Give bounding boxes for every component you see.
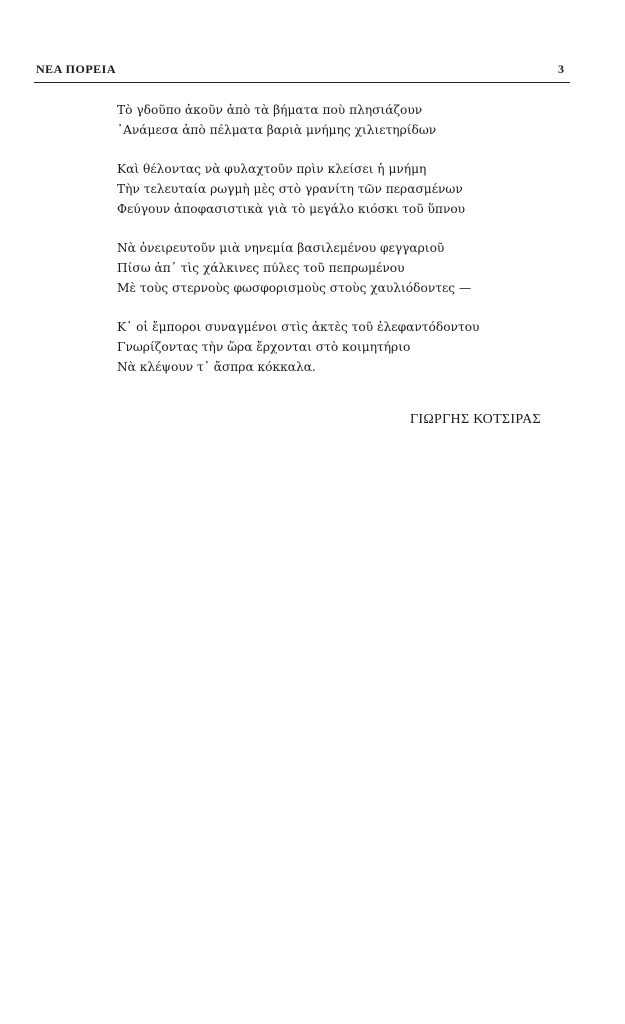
poem-line: Φεύγουν ἀποφασιστικὰ γιὰ τὸ μεγάλο κιόσκι τοῦ ὕπνου	[117, 202, 466, 216]
poem-line: Κ᾿ οἱ ἔμποροι συναγμένοι στὶς ἀκτὲς τοῦ ἐλεφαντόδοντου	[117, 320, 480, 334]
poem-line: Νὰ ὀνειρευτοῦν μιὰ νηνεμία βασιλεμένου φεγγαριοῦ	[117, 241, 445, 255]
journal-title: ΝΕΑ ΠΟΡΕΙΑ	[36, 62, 117, 76]
poem	[117, 100, 557, 396]
poem-line: Νὰ κλέψουν τ᾿ ἄσπρα κόκκαλα.	[117, 360, 316, 374]
poem-line: Καὶ θέλοντας νὰ φυλαχτοῦν πρὶν κλείσει ἡ μνήμη	[117, 162, 427, 176]
stanza-3	[117, 238, 557, 298]
stanza-4	[117, 317, 557, 377]
header-rule	[34, 82, 570, 83]
poem-line: ᾿Ανάμεσα ἀπὸ πέλματα βαριὰ μνήμης χιλιετηρίδων	[117, 123, 437, 137]
poem-line: Τὸ γδοῦπο ἀκοῦν ἀπὸ τὰ βήματα ποὺ πλησιάζουν	[117, 103, 423, 117]
page-number: 3	[558, 62, 564, 76]
poem-line: Γνωρίζοντας τὴν ὥρα ἔρχονται στὸ κοιμητήριο	[117, 340, 411, 354]
stanza-1	[117, 100, 557, 140]
poem-line: Πίσω ἀπ᾿ τὶς χάλκινες πύλες τοῦ πεπρωμένου	[117, 261, 405, 275]
poem-line: Μὲ τοὺς στερνοὺς φωσφορισμοὺς στοὺς χαυλιόδοντες —	[117, 281, 472, 295]
stanza-2	[117, 159, 557, 219]
poem-line: Τὴν τελευταία ρωγμὴ μὲς στὸ γρανίτη τῶν περασμένων	[117, 182, 463, 196]
author-signature: ΓΙΩΡΓΗΣ ΚΟΤΣΙΡΑΣ	[410, 412, 541, 427]
running-head	[36, 62, 570, 78]
